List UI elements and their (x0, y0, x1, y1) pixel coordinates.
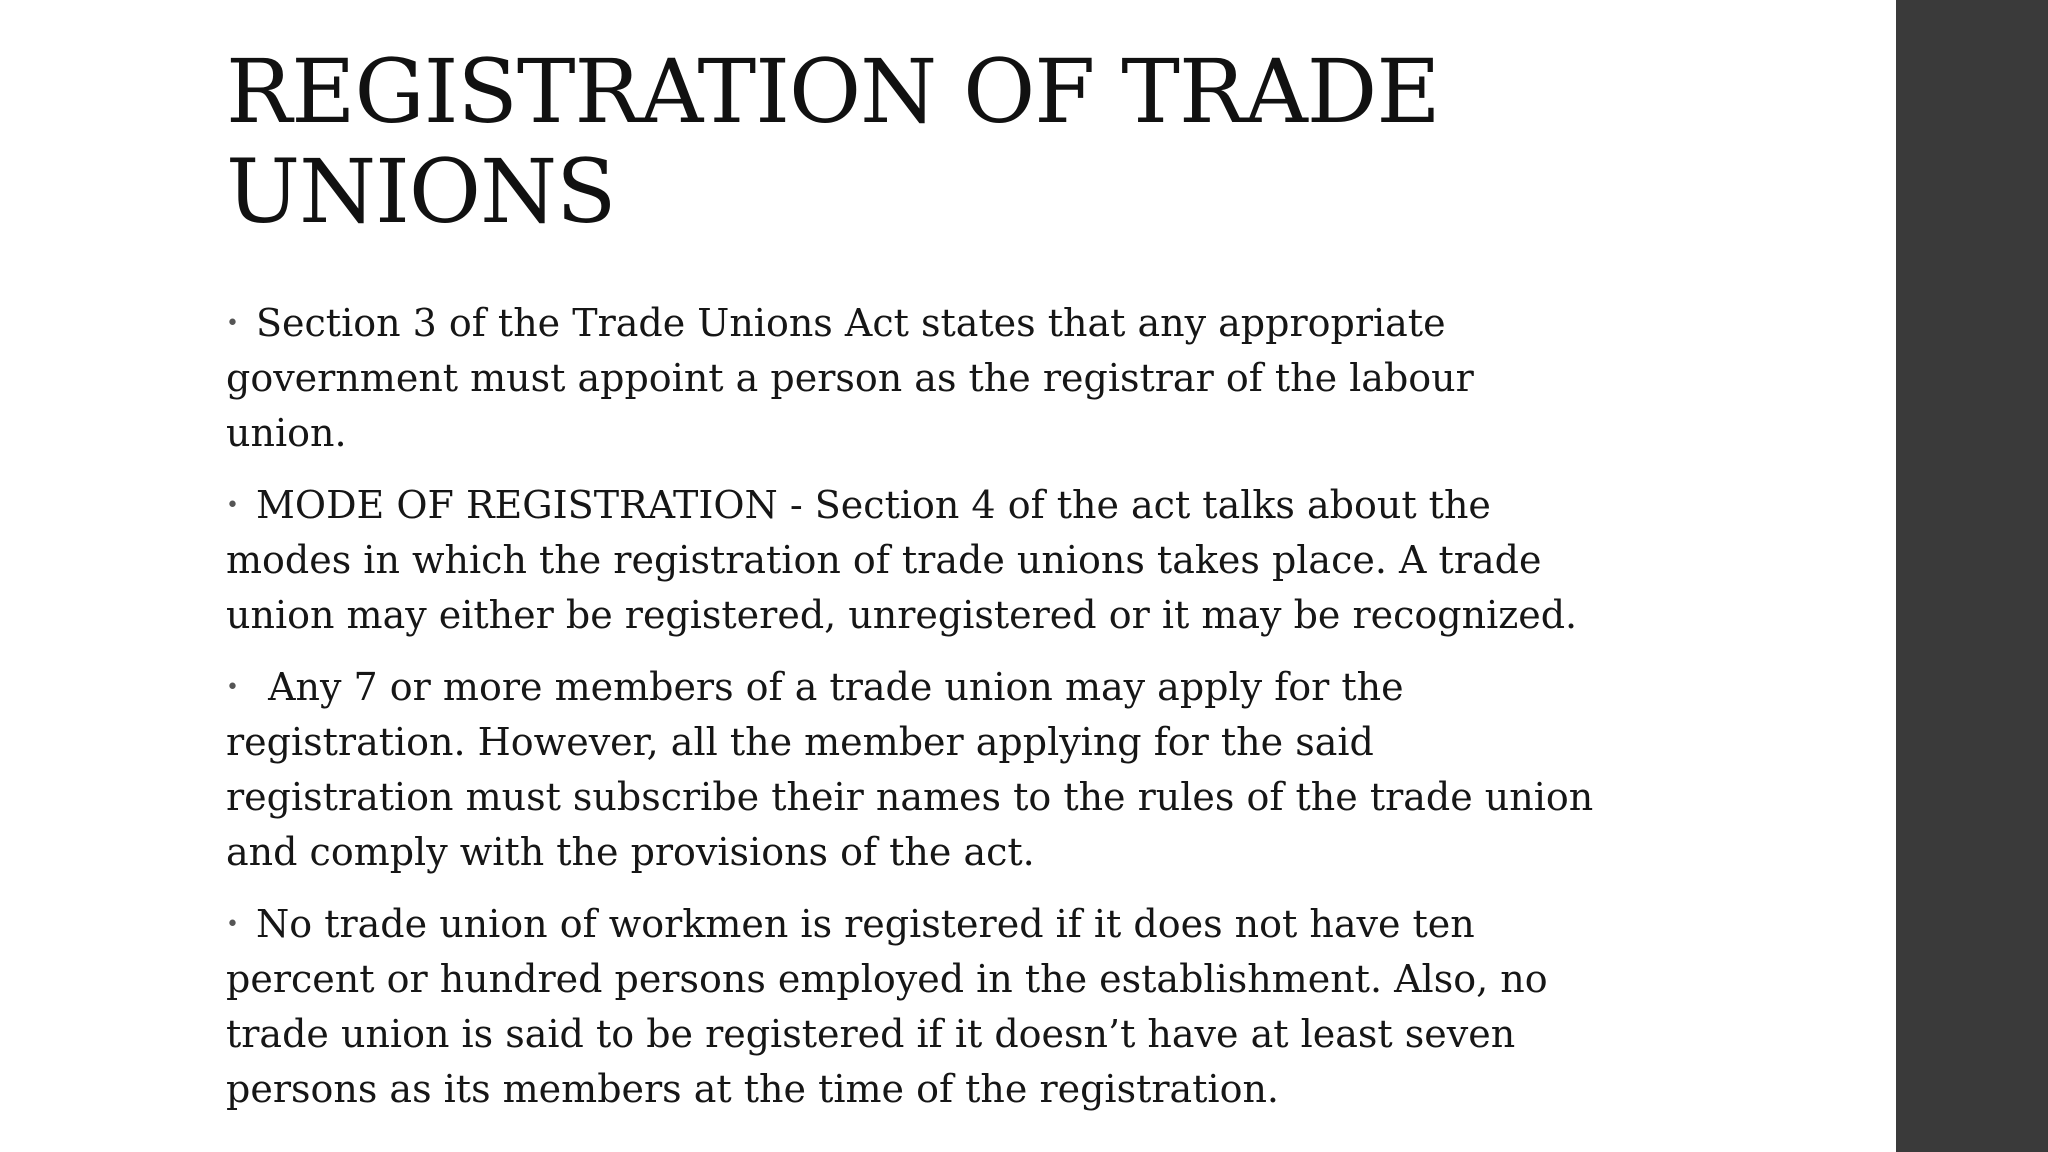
bullet-text: union may either be registered, unregistered or it may be recognized. (226, 593, 1578, 637)
bullet-text: persons as its members at the time of the registration. (226, 1067, 1280, 1111)
bullet-text: percent or hundred persons employed in the establishment. Also, no (226, 957, 1548, 1001)
bullet-text: registration. However, all the member applying for the said (226, 720, 1374, 764)
bullet-text: registration must subscribe their names to the rules of the trade union (226, 775, 1594, 819)
bullet-text: modes in which the registration of trade unions takes place. A trade (226, 538, 1542, 582)
bullet-text: government must appoint a person as the registrar of the labour (226, 356, 1474, 400)
bullet-item (226, 660, 1696, 880)
bullet-line (226, 478, 1696, 533)
bullet-text: Section 3 of the Trade Unions Act states that any appropriate (256, 301, 1446, 345)
bullet-text: and comply with the provisions of the act. (226, 830, 1035, 874)
bullet-text: Any 7 or more members of a trade union may apply for the (256, 665, 1404, 709)
slide-title-line-1: REGISTRATION OF TRADE (226, 40, 1440, 143)
bullet-item (226, 897, 1696, 1117)
bullet-item (226, 296, 1696, 461)
bullet-line (226, 660, 1696, 715)
bullet-dot-icon: • (226, 311, 239, 336)
bullet-text: trade union is said to be registered if it doesn’t have at least seven (226, 1012, 1516, 1056)
bullet-line (226, 296, 1696, 351)
bullet-item (226, 478, 1696, 643)
bullet-dot-icon: • (226, 493, 239, 518)
slide-title (226, 42, 1786, 242)
bullet-dot-icon: • (226, 912, 239, 937)
bullet-dot-icon: • (226, 675, 239, 700)
bullet-list (226, 296, 1696, 1134)
bullet-text: MODE OF REGISTRATION - Section 4 of the act talks about the (256, 483, 1491, 527)
bullet-line (226, 897, 1696, 952)
slide-title-line-2: UNIONS (226, 140, 616, 243)
bullet-text: No trade union of workmen is registered if it does not have ten (256, 902, 1475, 946)
bullet-text: union. (226, 411, 347, 455)
slide-accent-bar (1896, 0, 2048, 1152)
